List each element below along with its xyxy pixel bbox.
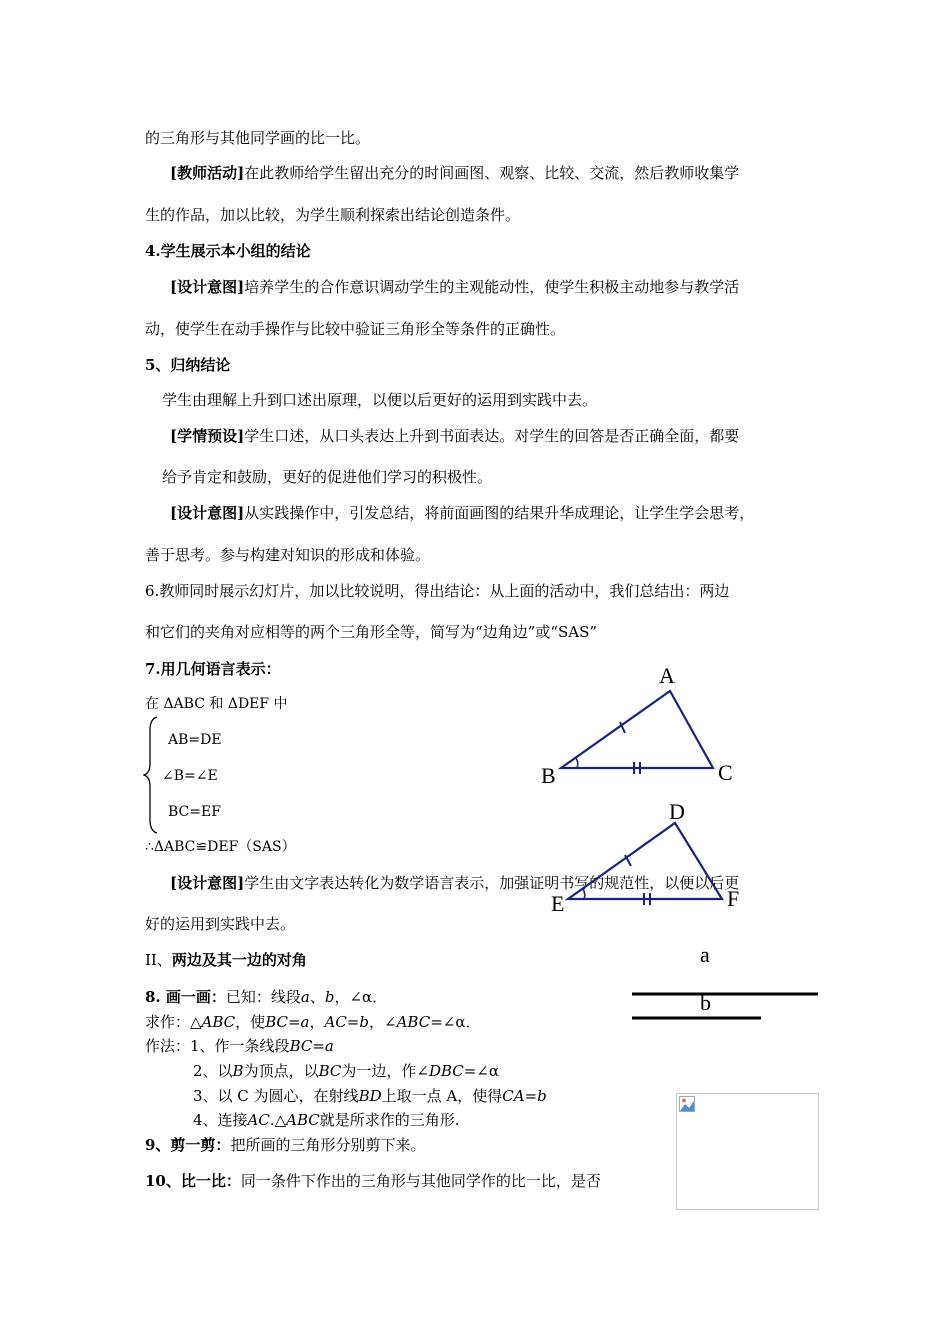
heading-7: 7.用几何语言表示：: [145, 660, 281, 678]
t: .△: [269, 1111, 287, 1129]
conclusion-line2: 和它们的夹角对应相等的两个三角形全等，简写为“边角边”或“SAS”: [145, 623, 598, 641]
req-text: ，∠: [368, 1013, 397, 1031]
t: 为一边，作∠: [341, 1062, 429, 1080]
req-bc: BC=a: [265, 1013, 310, 1031]
step-8-text: 已知：线段: [225, 988, 301, 1006]
t: =∠α: [463, 1062, 500, 1080]
step-10-text: 同一条件下作出的三角形与其他同学作的比一比，是否: [240, 1172, 601, 1190]
t: 4、连接: [193, 1111, 248, 1129]
design-intent-text: 培养学生的合作意识调动学生的主观能动性，使学生积极主动地参与教学活: [244, 278, 740, 296]
segment-a-label: a: [700, 942, 710, 967]
v: BD: [358, 1087, 382, 1105]
vertex-c-label: C: [718, 760, 733, 785]
segment-b-label: b: [700, 990, 711, 1015]
heading-4: 4.学生展示本小组的结论: [145, 242, 311, 260]
v: DBC: [428, 1062, 464, 1080]
t: 就是所求作的三角形.: [319, 1111, 460, 1129]
tag-teacher-activity: [教师活动]: [170, 164, 245, 182]
teacher-activity-text: 在此教师给学生留出充分的时间画图、观察、比较、交流，然后教师收集学: [244, 164, 740, 182]
design-intent-3-line2: 好的运用到实践中去。: [145, 915, 296, 933]
t: 上取一点 A，使得: [381, 1087, 503, 1105]
req-ac: AC=b: [324, 1013, 369, 1031]
vertex-d-label: D: [669, 799, 685, 824]
condition-ab-de: AB=DE: [168, 732, 222, 748]
t: 3、以 C 为圆心，在射线: [193, 1087, 359, 1105]
angle-b-arc: [576, 758, 578, 768]
step-9-text: 把所画的三角形分别剪下来。: [230, 1136, 426, 1154]
step-10-label: 10、比一比：: [145, 1172, 241, 1190]
step-8-label: 8. 画一画：: [145, 988, 226, 1006]
method-step-1-var: BC=a: [289, 1037, 334, 1055]
angle-e-arc: [583, 889, 585, 899]
tag-design-intent-2: [设计意图]: [170, 504, 245, 522]
var-a: a: [300, 988, 310, 1006]
v: ABC: [286, 1111, 320, 1129]
design-intent-2-line2: 善于思考。参与构建对知识的形成和体验。: [145, 546, 431, 564]
design-intent-2-text: 从实践操作中，引发总结，将前面画图的结果升华成理论，让学生学会思考，: [244, 504, 755, 522]
req-text: ，使: [235, 1013, 266, 1031]
req-abc: ABC: [201, 1013, 236, 1031]
step-9-label: 9、剪一剪：: [145, 1136, 231, 1154]
v: B: [232, 1062, 244, 1080]
vertex-b-label: B: [541, 763, 556, 788]
vertex-e-label: E: [551, 891, 565, 916]
v: AC: [247, 1111, 270, 1129]
req-text: ，: [309, 1013, 325, 1031]
teacher-activity-line2: 生的作品，加以比较，为学生顺利探索出结论创造条件。: [145, 206, 521, 224]
vertex-f-label: F: [727, 886, 740, 911]
design-intent-3-text: 学生由文字表达转化为数学语言表示，加强证明书写的规范性，以便以后更: [244, 874, 740, 892]
learning-preset-text: 学生口述，从口头表达上升到书面表达。对学生的回答是否正确全面，都要: [244, 427, 740, 445]
geometry-intro: 在 ΔABC 和 ΔDEF 中: [145, 696, 288, 712]
triangle-abc: [561, 691, 713, 768]
conclusion-line1: 6.教师同时展示幻灯片，加以比较说明，得出结论：从上面的活动中，我们总结出：两边: [145, 582, 730, 600]
t: 2、以: [193, 1062, 233, 1080]
req-text: =∠α．: [430, 1013, 481, 1031]
t: 为顶点，以: [243, 1062, 319, 1080]
paragraph-continuation: 的三角形与其他同学画的比一比。: [145, 129, 371, 147]
req-angle: ABC: [396, 1013, 431, 1031]
angle-alpha: ，∠α．: [334, 988, 388, 1006]
vertex-a-label: A: [659, 663, 675, 688]
var-b: b: [324, 988, 335, 1006]
condition-angle-b-e: ∠B=∠E: [162, 768, 218, 784]
triangle-def: [568, 823, 722, 899]
method-label-text: 作法：: [145, 1037, 191, 1055]
design-intent-line2: 动，使学生在动手操作与比较中验证三角形全等条件的正确性。: [145, 320, 566, 338]
learning-preset-line2: 给予肯定和鼓励，更好的促进他们学习的积极性。: [162, 468, 493, 486]
geometry-conclusion: ∴ΔABC≌DEF（SAS）: [145, 839, 296, 855]
broken-image-icon: [679, 1096, 695, 1112]
image-placeholder: [676, 1093, 819, 1210]
summary-paragraph: 学生由理解上升到口述出原理，以便以后更好的运用到实践中去。: [162, 391, 598, 409]
method-step-1: 1、作一条线段: [190, 1037, 290, 1055]
tag-design-intent-3: [设计意图]: [170, 874, 245, 892]
sep: 、: [309, 988, 325, 1006]
req-label: 求作：△: [145, 1013, 202, 1031]
heading-5: 5、归纳结论: [145, 356, 231, 374]
v: CA=b: [502, 1087, 547, 1105]
v: BC: [318, 1062, 342, 1080]
section-2-title: 两边及其一边的对角: [171, 951, 307, 969]
tag-learning-preset: [学情预设]: [170, 427, 245, 445]
section-2-number: II、: [145, 951, 172, 969]
condition-bc-ef: BC=EF: [168, 804, 221, 820]
tag-design-intent: [设计意图]: [170, 278, 245, 296]
